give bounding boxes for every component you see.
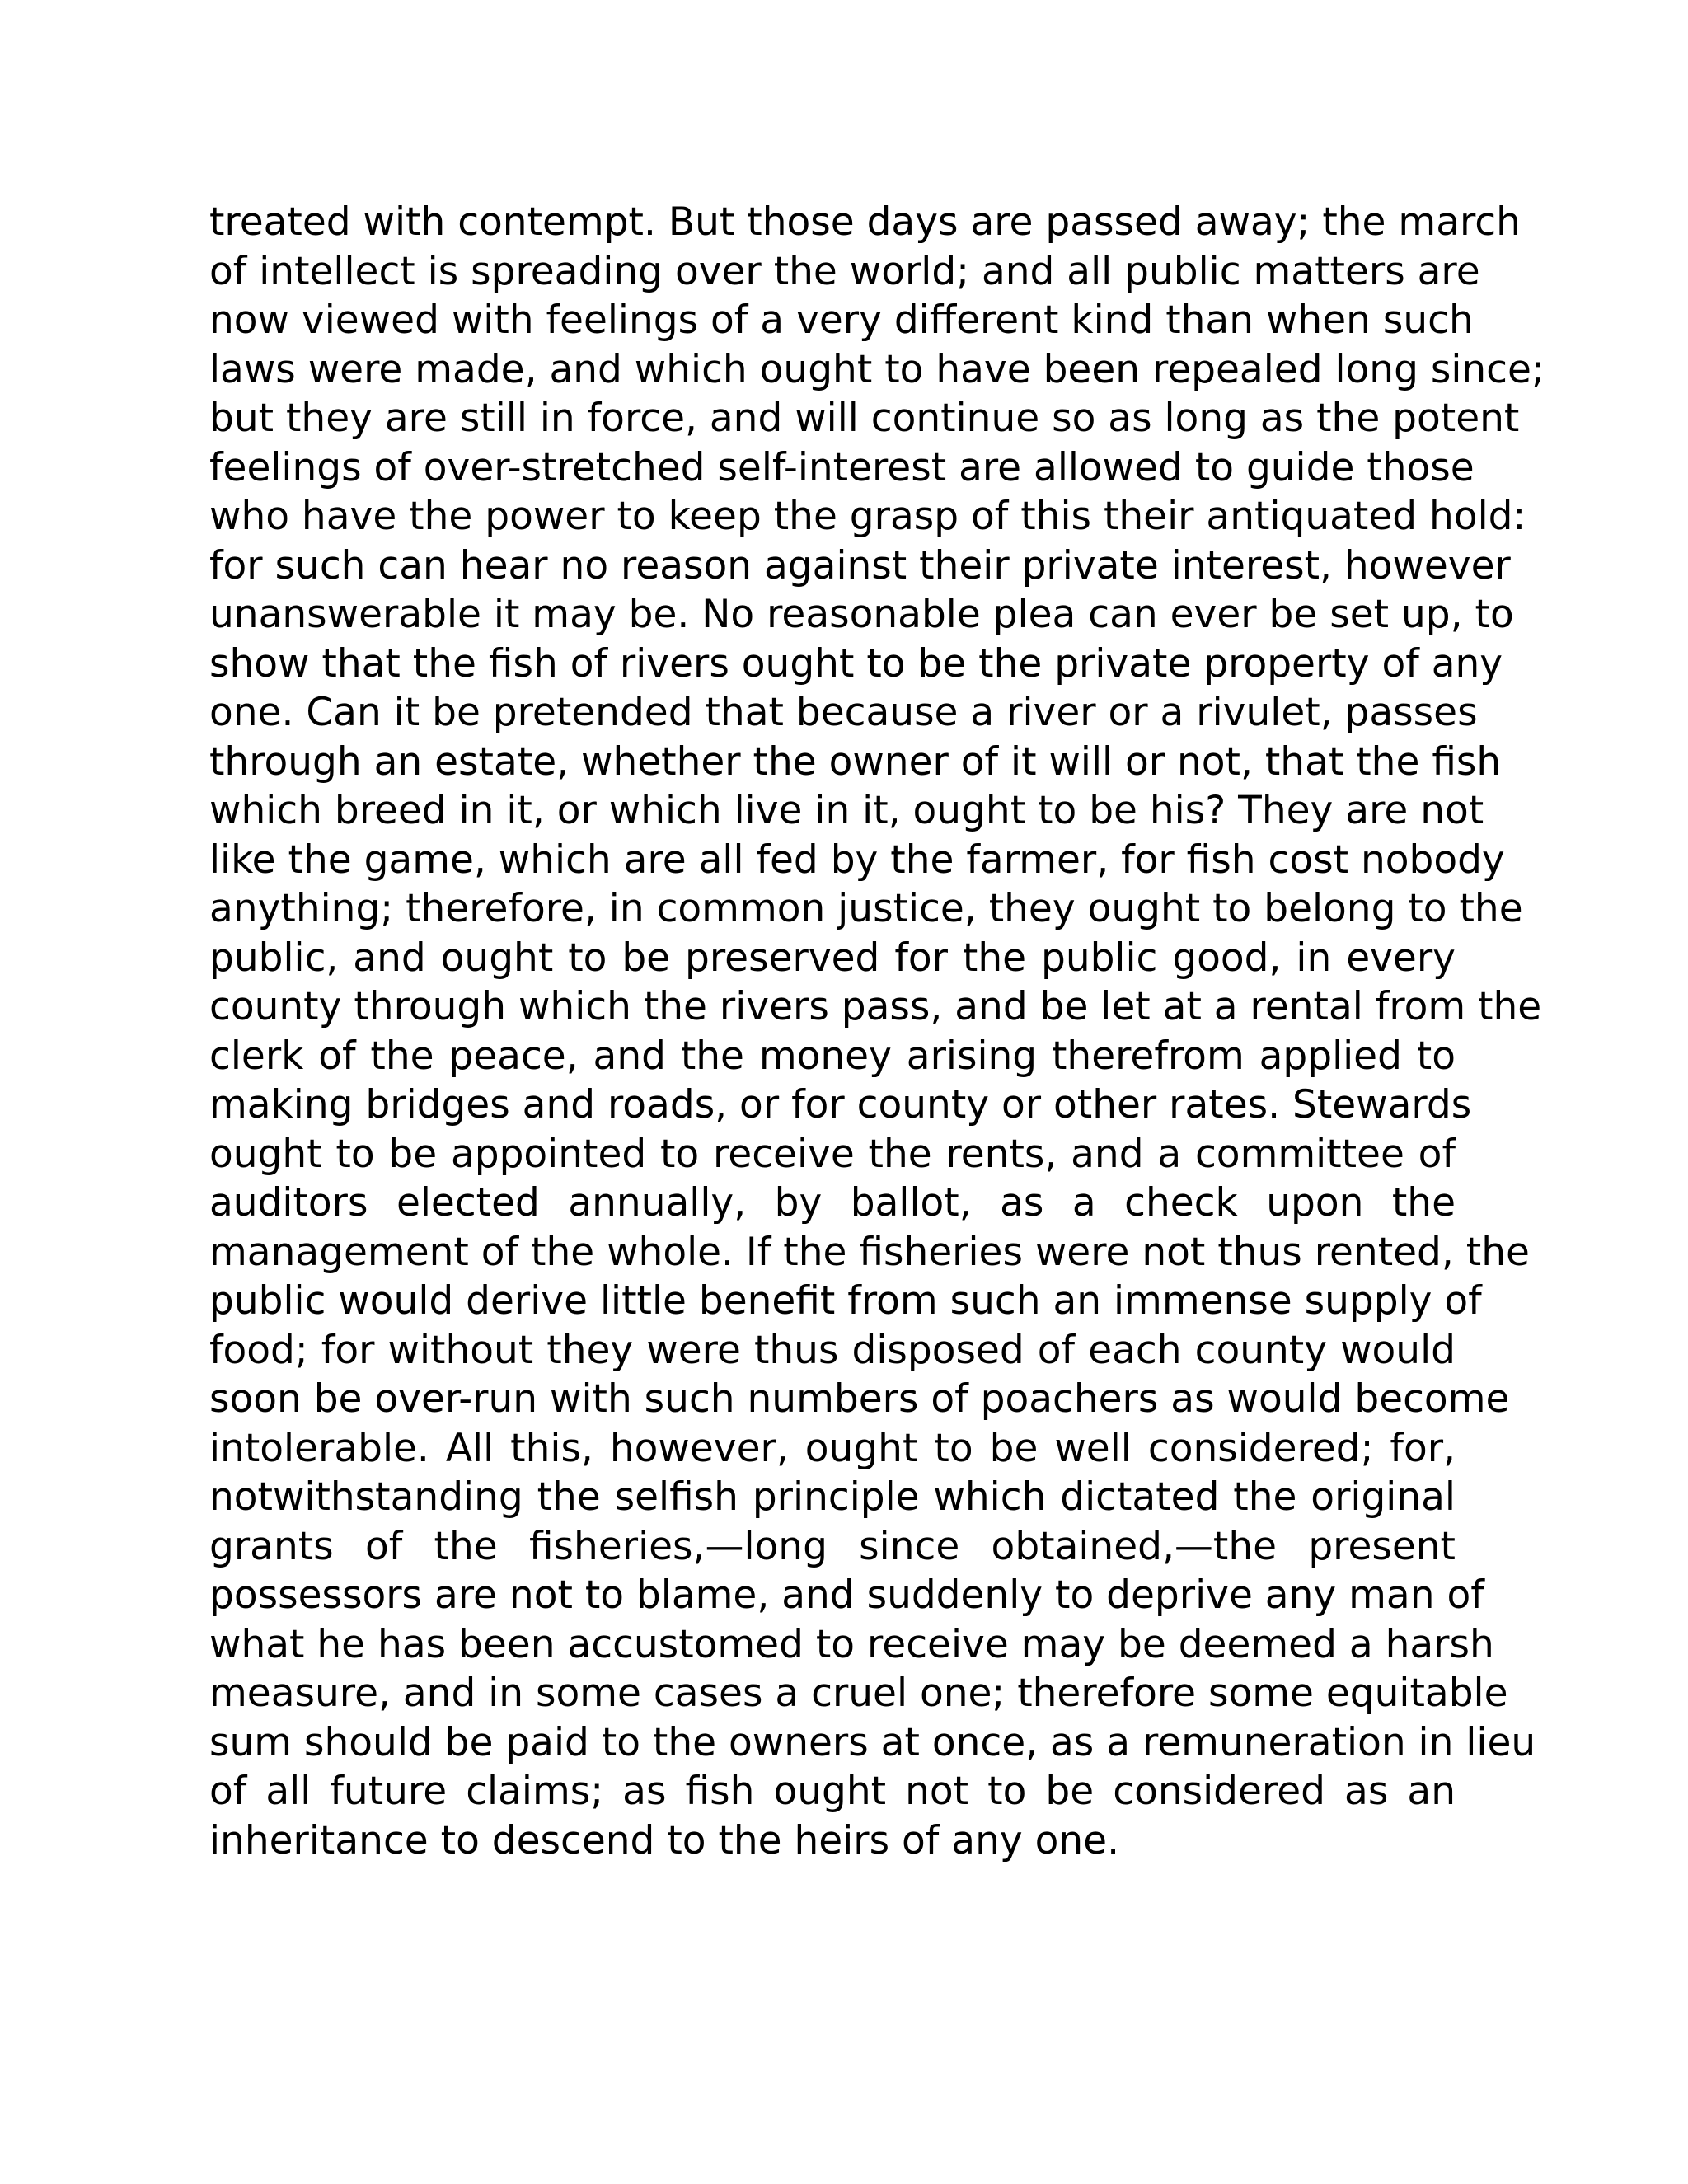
text-line: grants of the fisheries,—long since obtained,—the present [209,1523,1456,1569]
text-line: public would derive little benefit from such an immense supply of [209,1278,1482,1324]
text-line: feelings of over-stretched self-interest are allowed to guide those [209,444,1475,490]
text-line: show that the fish of rivers ought to be the private property of any [209,640,1503,687]
text-line: management of the whole. If the fisheries were not thus rented, the [209,1229,1530,1275]
text-line: what he has been accustomed to receive may be deemed a harsh [209,1621,1494,1667]
text-line: now viewed with feelings of a very different kind than when such [209,298,1474,343]
text-line: intolerable. All this, however, ought to be well considered; for, [209,1425,1456,1471]
text-line: which breed in it, or which live in it, ought to be his? They are not [209,788,1484,833]
text-line: but they are still in force, and will continue so as long as the potent [209,396,1520,441]
text-line: measure, and in some cases a cruel one; therefore some equitable [209,1671,1508,1716]
body-paragraph [209,198,1545,1865]
text-line: unanswerable it may be. No reasonable plea can ever be set up, to [209,592,1514,637]
text-line: making bridges and roads, or for county or other rates. Stewards [209,1082,1472,1127]
text-line: possessors are not to blame, and suddenly to deprive any man of [209,1572,1484,1618]
text-line: public, and ought to be preserved for the public good, in every [209,935,1456,981]
text-line: sum should be paid to the owners at once, as a remuneration in lieu [209,1719,1536,1765]
text-line: like the game, which are all fed by the farmer, for fish cost nobody [209,837,1505,883]
text-line: food; for without they were thus disposed of each county would [209,1327,1456,1373]
text-line: one. Can it be pretended that because a river or a rivulet, passes [209,690,1478,735]
text-line: laws were made, and which ought to have been repealed long since; [209,346,1545,392]
text-line: notwithstanding the selfish principle which dictated the original [209,1474,1456,1520]
text-line: soon be over-run with such numbers of poachers as would become [209,1376,1510,1422]
text-line: through an estate, whether the owner of it will or not, that the fish [209,738,1502,785]
text-line: for such can hear no reason against their private interest, however [209,542,1511,588]
text-line: ought to be appointed to receive the rents, and a committee of [209,1131,1456,1177]
text-line: of all future claims; as fish ought not to be considered as an [209,1769,1456,1814]
text-line: auditors elected annually, by ballot, as a check upon the [209,1180,1456,1226]
text-line: of intellect is spreading over the world; and all public matters are [209,248,1480,294]
text-line: inheritance to descend to the heirs of any one. [209,1817,1120,1863]
text-line: clerk of the peace, and the money arising therefrom applied to [209,1033,1456,1079]
text-line: who have the power to keep the grasp of this their antiquated hold: [209,494,1526,539]
text-line: anything; therefore, in common justice, they ought to belong to the [209,886,1523,931]
text-line: treated with contempt. But those days are passed away; the march [209,199,1521,245]
text-line: county through which the rivers pass, and be let at a rental from the [209,984,1542,1029]
